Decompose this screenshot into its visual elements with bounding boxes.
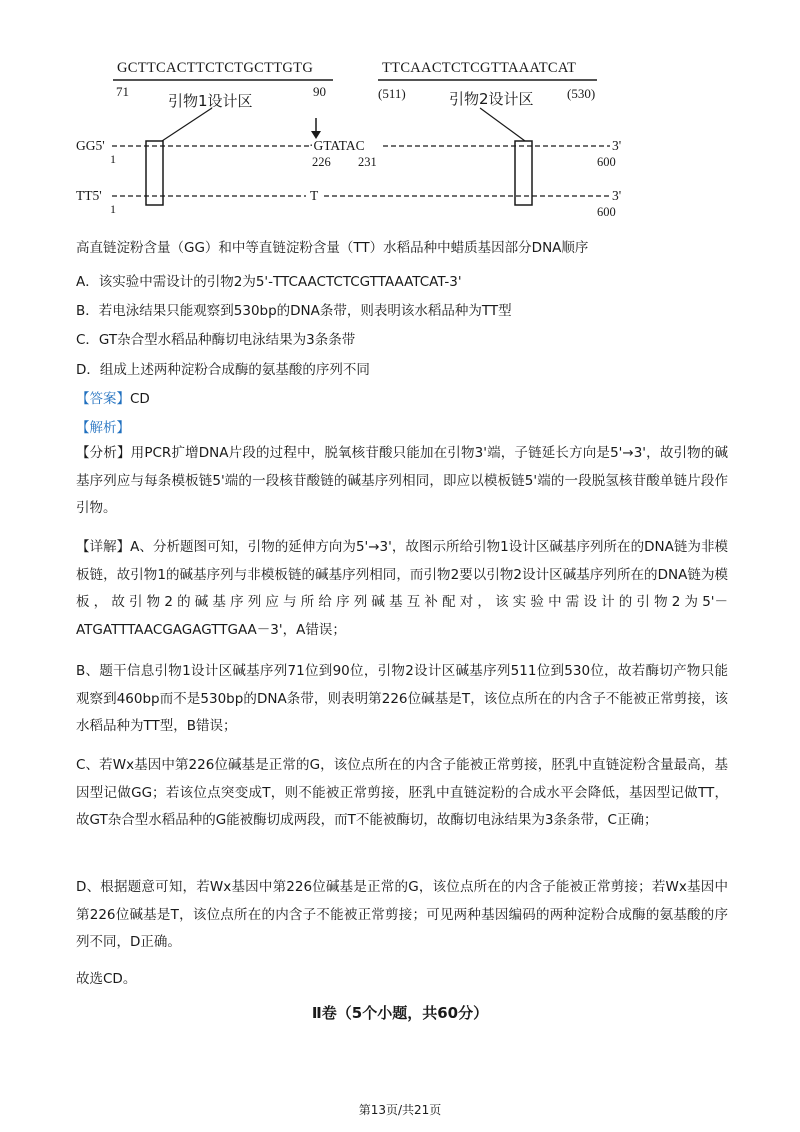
figure-caption: 高直链淀粉含量（GG）和中等直链淀粉含量（TT）水稻品种中蜡质基因部分DNA顺序 (76, 240, 589, 256)
tt-strand-label: TT5' (76, 188, 102, 203)
primer2-pointer-line (480, 108, 525, 141)
tt-position-start: 1 (110, 202, 116, 216)
analysis-label: 解析 (89, 420, 117, 436)
explanation-c-paragraph: C、若Wx基因中第226位碱基是正常的G，该位点所在的内含子能被正常剪接，胚乳中直链淀粉含量最高，基因型记做GG；若该位点突变成T，则不能被正常剪接，胚乳中直链淀粉的合成水平会降低，基因型记做TT，故GT杂合型水稻品种的G能被酶切成两段，而T不能被酶切，故酶切电泳结果为3条条带，C正确； (76, 757, 728, 828)
primer1-end-position: 90 (313, 84, 326, 99)
primer2-start-position: (511) (378, 86, 406, 101)
primer1-region-label: 引物1设计区 (168, 92, 253, 110)
gg-position-226: 226 (312, 155, 331, 169)
conclusion-line: 故选CD。 (76, 971, 137, 987)
gg-mutation-sequence: ·GTATAC (309, 138, 365, 153)
page-footer: 第13页/共21页 (358, 1103, 442, 1117)
option-b: B．若电泳结果只能观察到530bp的DNA条带，则表明该水稻品种为TT型 (76, 303, 512, 319)
answer-line: 【答案】CD (76, 391, 150, 407)
tt-mutation-base: T (310, 188, 319, 203)
primer2-sequence: TTCAACTCTCGTTAAATCAT (382, 60, 577, 76)
primer1-sequence: GCTTCACTTCTCTGCTTGTG (117, 60, 314, 76)
explanation-d-paragraph: D、根据题意可知，若Wx基因中第226位碱基是正常的G，该位点所在的内含子能被正常剪接；若Wx基因中第226位碱基是T，该位点所在的内含子不能被正常剪接；可见两种基因编码的两种淀粉合成酶的氨基酸的序列不同，D正确。 (76, 879, 728, 950)
answer-label: 答案 (89, 391, 117, 407)
tt-strand-end: 3' (612, 188, 622, 203)
answer-value: CD (130, 391, 150, 407)
option-a: A．该实验中需设计的引物2为5'-TTCAACTCTCGTTAAATCAT-3' (76, 274, 462, 290)
primer1-start-position: 71 (116, 84, 129, 99)
primer1-pointer-line (162, 108, 212, 141)
gg-position-end: 600 (597, 155, 616, 169)
gg-position-start: 1 (110, 152, 116, 166)
fenxi-paragraph: 【分析】用PCR扩增DNA片段的过程中，脱氧核苷酸只能加在引物3'端，子链延长方向是5'→3'，故引物的碱基序列应与每条模板链5'端的一段核苷酸链的碱基序列相同，即应以模板链5'端的一段脱氢核苷酸单链片段作引物。 (76, 445, 728, 516)
gg-position-231: 231 (358, 155, 377, 169)
tt-position-end: 600 (597, 205, 616, 219)
dna-sequence-diagram (0, 0, 800, 230)
explanation-b-paragraph: B、题干信息引物1设计区碱基序列71位到90位，引物2设计区碱基序列511位到530位，故若酶切产物只能观察到460bp而不是530bp的DNA条带，则表明第226位碱基是T，该位点所在的内含子不能被正常剪接，该水稻品种为TT型，B错误； (76, 663, 728, 734)
primer2-end-position: (530) (567, 86, 596, 101)
option-c: C．GT杂合型水稻品种酶切电泳结果为3条条带 (76, 332, 356, 348)
xiangjie-paragraph: 【详解】A、分析题图可知，引物的延伸方向为5'→3'，故图示所给引物1设计区碱基序列所在的DNA链为非模板链，故引物1的碱基序列与非模板链的碱基序列相同，而引物2要以引物2设计区碱基序列所在的DNA链为模板，故引物2的碱基序列应与所给序列碱基互补配对，该实验中需设计的引物2为5'－ATGATTTAACGAGAGTTGAA－3'，A错误； (76, 539, 728, 638)
gg-strand-label: GG5' (76, 138, 105, 153)
option-d: D．组成上述两种淀粉合成酶的氨基酸的序列不同 (76, 362, 370, 378)
section-title: Ⅱ卷（5个小题，共60分） (311, 1004, 489, 1022)
analysis-heading: 【解析】 (76, 420, 130, 436)
gg-strand-end: 3' (612, 138, 622, 153)
primer2-region-label: 引物2设计区 (449, 90, 534, 108)
